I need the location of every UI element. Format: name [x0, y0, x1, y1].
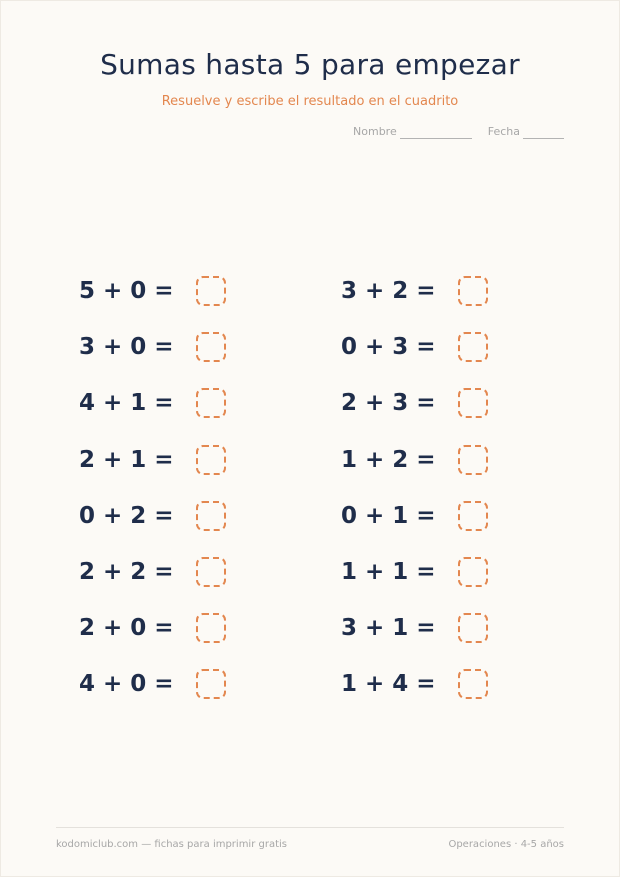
answer-box[interactable] [458, 445, 488, 475]
footer-divider [56, 827, 564, 828]
exercise-right-8 [341, 667, 488, 701]
exercise-right-3 [341, 386, 488, 420]
footer-category: Operaciones · 4-5 años [448, 839, 564, 850]
answer-box[interactable] [196, 501, 226, 531]
answer-box[interactable] [458, 557, 488, 587]
equation-text: 3 + 2 = [341, 278, 436, 304]
equation-text: 2 + 3 = [341, 390, 436, 417]
footer-site: kodomiclub.com — fichas para imprimir gratis [56, 839, 288, 850]
exercise-left-2 [79, 330, 226, 364]
equation-text: 0 + 3 = [341, 334, 436, 361]
answer-box[interactable] [196, 276, 226, 306]
answer-box[interactable] [196, 613, 226, 643]
exercise-right-4 [341, 443, 488, 477]
equation-text: 2 + 1 = [79, 446, 174, 473]
exercise-left-7 [79, 611, 226, 645]
answer-box[interactable] [196, 388, 226, 418]
equation-text: 4 + 1 = [79, 390, 174, 417]
exercise-right-6 [341, 555, 488, 589]
answer-box[interactable] [196, 669, 226, 699]
equation-text: 2 + 0 = [79, 615, 174, 642]
exercise-left-1 [79, 274, 226, 308]
equation-text: 4 + 0 = [79, 671, 174, 698]
answer-box[interactable] [458, 669, 488, 699]
equation-text: 3 + 1 = [341, 615, 436, 642]
exercise-right-7 [341, 611, 488, 645]
name-label: Nombre [353, 125, 397, 138]
equation-text: 5 + 0 = [79, 278, 174, 304]
answer-box[interactable] [458, 276, 488, 306]
equation-text: 1 + 1 = [341, 559, 436, 585]
answer-box[interactable] [458, 332, 488, 362]
equation-text: 0 + 2 = [79, 502, 174, 529]
answer-box[interactable] [196, 445, 226, 475]
exercise-left-4 [79, 443, 226, 477]
exercise-left-3 [79, 386, 226, 420]
equation-text: 2 + 2 = [79, 559, 174, 585]
equation-text: 0 + 1 = [341, 502, 436, 529]
answer-box[interactable] [458, 613, 488, 643]
page-subtitle: Resuelve y escribe el resultado en el cuadrito [161, 94, 459, 109]
exercise-right-5 [341, 499, 488, 533]
page-title: Sumas hasta 5 para empezar [100, 48, 520, 81]
exercise-right-1 [341, 274, 488, 308]
answer-box[interactable] [458, 501, 488, 531]
equation-text: 1 + 4 = [341, 671, 436, 698]
date-label: Fecha [487, 125, 520, 138]
answer-box[interactable] [196, 557, 226, 587]
exercise-left-6 [79, 555, 226, 589]
answer-box[interactable] [196, 332, 226, 362]
exercise-right-2 [341, 330, 488, 364]
answer-box[interactable] [458, 388, 488, 418]
exercise-left-8 [79, 667, 226, 701]
equation-text: 1 + 2 = [341, 446, 436, 473]
equation-text: 3 + 0 = [79, 334, 174, 361]
exercise-left-5 [79, 499, 226, 533]
